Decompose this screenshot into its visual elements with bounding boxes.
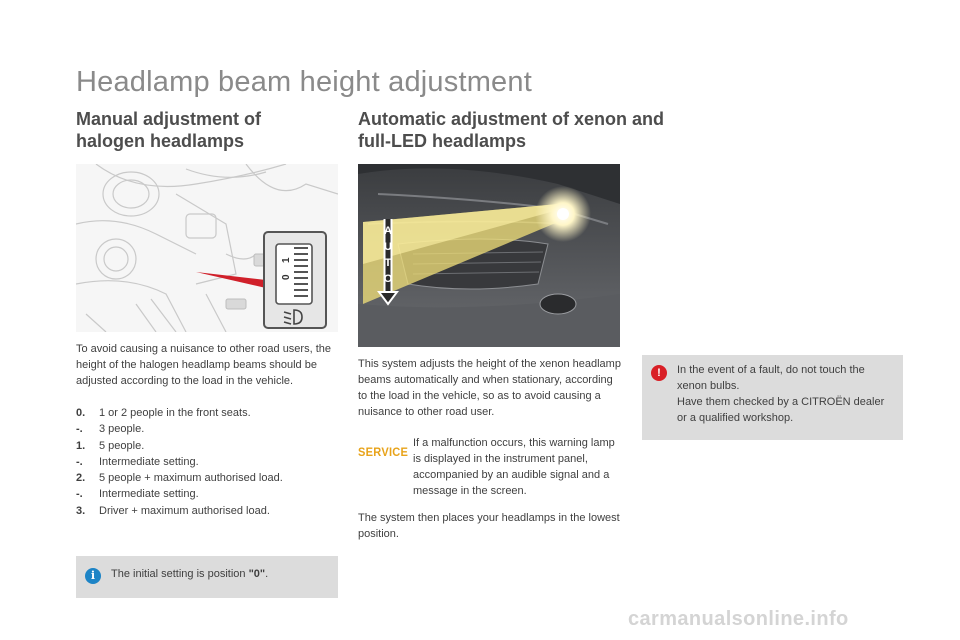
- initial-setting-text: [111, 567, 268, 581]
- position-list: [76, 405, 338, 519]
- manual-heading-line2: halogen headlamps: [76, 131, 245, 151]
- position-item: [76, 438, 338, 454]
- watermark: carmanualsonline.info: [628, 608, 849, 630]
- service-warning-lamp-icon: SERVICE: [358, 445, 409, 459]
- automatic-section-heading: [358, 108, 718, 152]
- auto-label-t: T: [384, 257, 392, 269]
- position-text: 5 people.: [99, 439, 145, 452]
- car-front-drawing: [358, 164, 620, 347]
- position-key: -.: [76, 488, 83, 501]
- thumbwheel-label-0: 0: [281, 274, 292, 280]
- position-key: -.: [76, 455, 83, 468]
- position-text: 3 people.: [99, 423, 145, 436]
- position-key: -.: [76, 423, 83, 436]
- position-item: [76, 421, 338, 437]
- dashboard-thumbwheel-illustration: [76, 164, 338, 332]
- manual-heading-line1: Manual adjustment of: [76, 109, 262, 129]
- position-item: [76, 470, 338, 486]
- warning-line2: Have them checked by a CITROËN dealer or a qualified workshop.: [677, 396, 885, 424]
- page-title: Headlamp beam height adjustment: [76, 66, 532, 98]
- info-icon: i: [85, 568, 101, 584]
- malfunction-text: If a malfunction occurs, this warning lamp is displayed in the instrument panel, accompanied by an audible signal and a message in the screen.: [413, 437, 615, 497]
- auto-label-a: A: [384, 225, 392, 237]
- warning-line1: In the event of a fault, do not touch the xenon bulbs.: [677, 364, 865, 392]
- dashboard-drawing: [76, 164, 338, 332]
- manual-section-heading: [76, 108, 366, 152]
- warning-icon: !: [651, 365, 667, 381]
- auto-label-o: O: [383, 273, 393, 285]
- position-text: Intermediate setting.: [99, 488, 199, 501]
- info-suffix: .: [265, 568, 269, 580]
- position-key: 1.: [76, 439, 86, 452]
- manual-intro-text: To avoid causing a nuisance to other road users, the height of the halogen headlamp beams should be adjusted according to the load in the vehicle.: [76, 343, 331, 387]
- automatic-heading-line1: Automatic adjustment of xenon and: [358, 109, 665, 129]
- thumbwheel-label-1: 1: [281, 257, 292, 263]
- position-text: 1 or 2 people in the front seats.: [99, 407, 251, 419]
- position-item: [76, 503, 338, 519]
- initial-setting-note: [76, 556, 338, 598]
- position-text: Driver + maximum authorised load.: [99, 504, 270, 517]
- automatic-description: This system adjusts the height of the xenon headlamp beams automatically and when stationary, according to the load in the vehicle, so as to avoid causing a nuisance to other road user.: [358, 358, 621, 418]
- lowest-position-text: The system then places your headlamps in the lowest position.: [358, 512, 620, 540]
- position-text: Intermediate setting.: [99, 455, 199, 468]
- auto-label-u: U: [384, 241, 392, 253]
- car-headlamp-photo: [358, 164, 620, 347]
- info-value: "0": [248, 568, 266, 580]
- warning-text: [677, 362, 893, 426]
- position-text: 5 people + maximum authorised load.: [99, 472, 283, 485]
- position-key: 2.: [76, 472, 86, 485]
- position-key: 0.: [76, 407, 86, 419]
- info-prefix: The initial setting is position: [111, 568, 249, 580]
- position-item: [76, 454, 338, 470]
- automatic-heading-line2: full-LED headlamps: [358, 131, 527, 151]
- xenon-warning-note: [642, 355, 903, 440]
- position-key: 3.: [76, 504, 86, 517]
- position-item: [76, 486, 338, 502]
- position-item: [76, 405, 338, 421]
